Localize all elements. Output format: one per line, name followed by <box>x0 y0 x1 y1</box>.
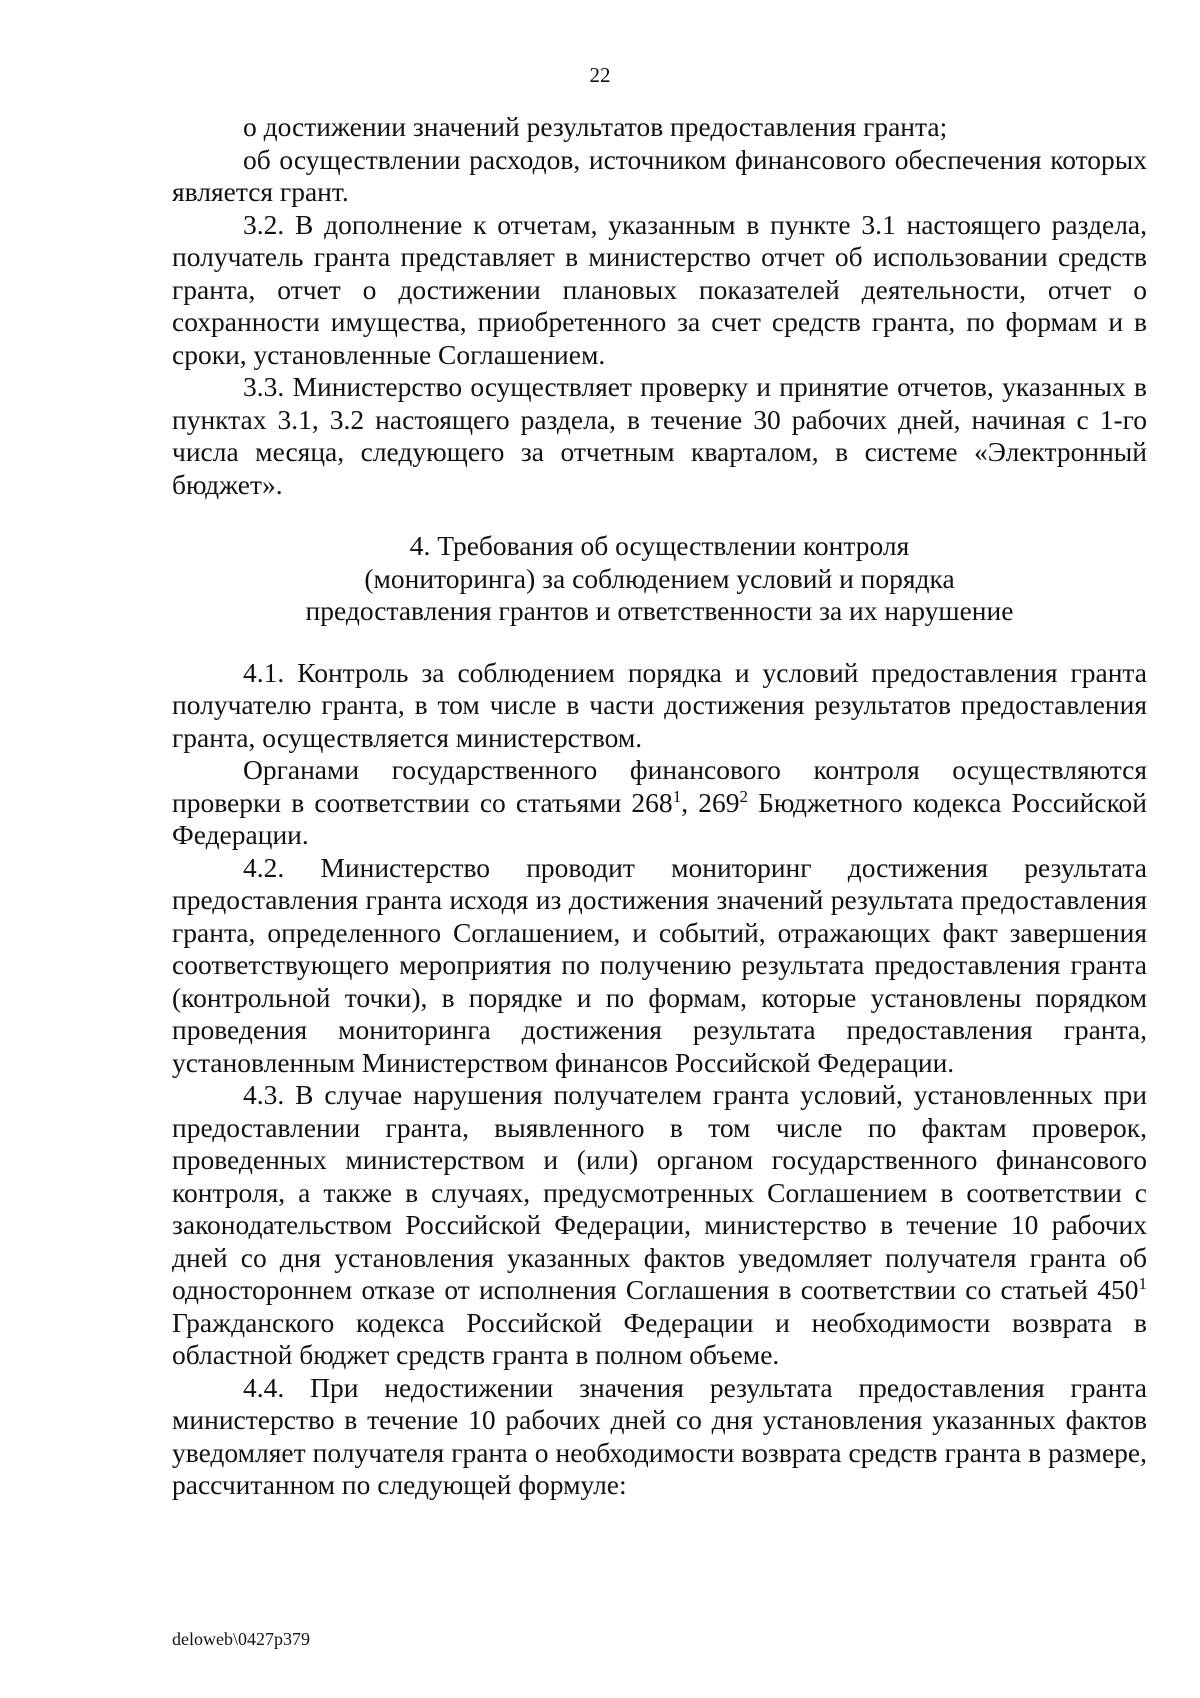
section-4-heading <box>172 530 1147 628</box>
superscript: 1 <box>672 786 682 806</box>
paragraph-3-2: 3.2. В дополнение к отчетам, указанным в пункте 3.1 настоящего раздела, получатель гранта представляет в министерство отчет об использовании средств гранта, отчет о достижении плановых показателей деятельности, отчет о сохранности имущества, приобретенного за счет средств гранта, по формам и в сроки, установленные Соглашением. <box>172 208 1147 370</box>
text-segment: 4.3. В случае нарушения получателем гранта условий, установленных при предоставлении гранта, выявленного в том числе по фактам проверок, проведенных министерством и (или) органом государственного финансового контроля, а также в случаях, предусмотренных Соглашением в соответствии с законодательством Российской Федерации, министерство в течение 10 рабочих дней со дня установления указанных фактов уведомляет получателя гранта об одностороннем отказе от исполнения Соглашения в соответствии со статьей 450 <box>172 1079 1147 1305</box>
superscript: 2 <box>739 786 748 806</box>
superscript: 1 <box>1138 1273 1147 1293</box>
paragraph-4-3 <box>172 1079 1147 1372</box>
paragraph-3-3: 3.3. Министерство осуществляет проверку и принятие отчетов, указанных в пунктах 3.1, 3.2 настоящего раздела, в течение 30 рабочих дней, начиная с 1-го числа месяца, следующего за отчетным кварталом, в системе «Электронный бюджет». <box>172 371 1147 500</box>
section-4-heading-line: 4. Требования об осуществлении контроля <box>409 530 910 561</box>
paragraph-reporting-results: о достижении значений результатов предоставления гранта; <box>243 111 948 142</box>
text-segment: Органами государственного финансового контроля осуществляются проверки в соответствии со статьями 268 <box>172 754 1147 818</box>
document-body <box>172 111 1147 1502</box>
paragraph-4-4: 4.4. При недостижении значения результата предоставления гранта министерство в течение 10 рабочих дней со дня установления указанных фактов уведомляет получателя гранта о необходимости возврата средств гранта в размере, рассчитанном по следующей формуле: <box>172 1371 1147 1500</box>
paragraph-reporting-expenses: об осуществлении расходов, источником финансового обеспечения которых является грант. <box>172 143 1147 207</box>
text-segment: Гражданского кодекса Российской Федерации и необходимости возврата в областной бюджет средств гранта в полном объеме. <box>172 1306 1147 1370</box>
paragraph-4-1-control-bodies <box>172 754 1147 852</box>
page-number: 22 <box>589 63 611 87</box>
section-4-heading-line: (мониторинга) за соблюдением условий и порядка <box>364 562 955 594</box>
text-segment: , 269 <box>681 786 740 818</box>
paragraph-4-2: 4.2. Министерство проводит мониторинг достижения результата предоставления гранта исходя из достижения значений результата предоставления гранта, определенного Соглашением, и событий, отражающих факт завершения соответствующего мероприятия по получению результата предоставления гранта (контрольной точки), в порядке и по формам, которые установлены порядком проведения мониторинга достижения результата предоставления гранта, установленным Министерством финансов Российской Федерации. <box>172 851 1147 1078</box>
document-footer-code: deloweb\0427p379 <box>172 1629 310 1649</box>
text-segment: Бюджетного кодекса Российской Федерации. <box>172 786 1148 850</box>
section-4-heading-line: предоставления грантов и ответственности за их нарушение <box>305 595 1014 626</box>
paragraph-4-1: 4.1. Контроль за соблюдением порядка и условий предоставления гранта получателю гранта, в том числе в части достижения результатов предоставления гранта, осуществляется министерством. <box>172 656 1147 753</box>
